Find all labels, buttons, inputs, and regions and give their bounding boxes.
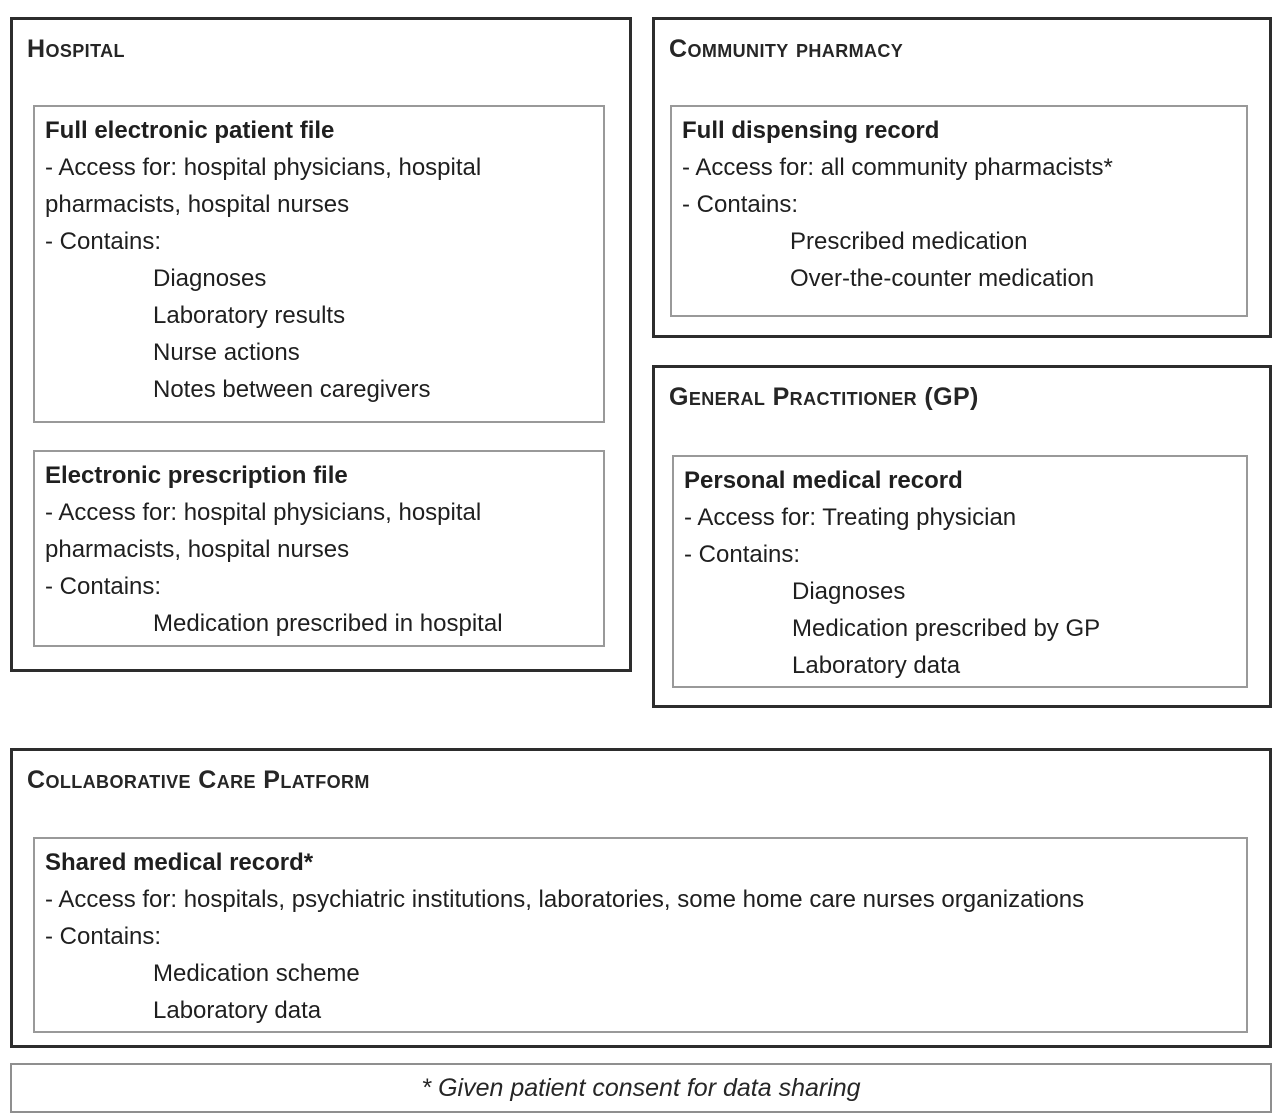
record-line: Medication scheme: [153, 960, 360, 987]
record-line: - Access for: hospitals, psychiatric institutions, laboratories, some home care nurses organizations: [45, 886, 1085, 913]
record-electronic-prescription-file: [33, 450, 605, 647]
record-line: - Access for: hospital physicians, hospital: [45, 499, 482, 526]
record-line: - Access for: all community pharmacists*: [682, 154, 1113, 181]
record-title: Personal medical record: [684, 467, 963, 494]
record-full-dispensing-record: [670, 105, 1248, 317]
record-line: Diagnoses: [792, 578, 906, 605]
record-line: Medication prescribed by GP: [792, 615, 1101, 642]
record-line: - Access for: hospital physicians, hospital: [45, 154, 482, 181]
record-line: Prescribed medication: [790, 228, 1028, 255]
panel-hospital: [10, 17, 632, 672]
record-lines: [682, 149, 1236, 297]
record-lines: [45, 494, 593, 642]
record-line: pharmacists, hospital nurses: [45, 191, 350, 218]
record-title: Shared medical record*: [45, 849, 314, 876]
record-shared-medical-record: [33, 837, 1248, 1033]
panel-heading-community-pharmacy: Community pharmacy: [669, 35, 904, 63]
panel-general-practitioner: [652, 365, 1272, 708]
record-line: Diagnoses: [153, 265, 267, 292]
panel-community-pharmacy: [652, 17, 1272, 338]
record-line: Laboratory data: [153, 997, 322, 1024]
record-line: - Contains:: [682, 191, 799, 218]
record-lines: [684, 499, 1236, 684]
record-title: Electronic prescription file: [45, 462, 348, 489]
record-line: Over-the-counter medication: [790, 265, 1095, 292]
record-title: Full electronic patient file: [45, 117, 335, 144]
record-line: - Contains:: [684, 541, 801, 568]
footnote-box: [10, 1063, 1272, 1113]
footnote-text: * Given patient consent for data sharing: [421, 1073, 861, 1102]
panel-heading-hospital: Hospital: [27, 35, 125, 63]
panel-collaborative-care-platform: [10, 748, 1272, 1048]
record-line: Laboratory results: [153, 302, 346, 329]
record-line: - Contains:: [45, 573, 162, 600]
record-line: Laboratory data: [792, 652, 961, 679]
record-line: Nurse actions: [153, 339, 300, 366]
record-lines: [45, 149, 593, 408]
panel-heading-general-practitioner: General Practitioner (GP): [669, 383, 979, 411]
record-full-electronic-patient-file: [33, 105, 605, 423]
record-lines: [45, 881, 1236, 1029]
panel-heading-collaborative-care-platform: Collaborative Care Platform: [27, 766, 370, 794]
record-personal-medical-record: [672, 455, 1248, 688]
record-line: - Contains:: [45, 228, 162, 255]
record-line: - Contains:: [45, 923, 162, 950]
record-line: Notes between caregivers: [153, 376, 431, 403]
record-line: Medication prescribed in hospital: [153, 610, 503, 637]
record-line: - Access for: Treating physician: [684, 504, 1017, 531]
record-line: pharmacists, hospital nurses: [45, 536, 350, 563]
record-title: Full dispensing record: [682, 117, 940, 144]
